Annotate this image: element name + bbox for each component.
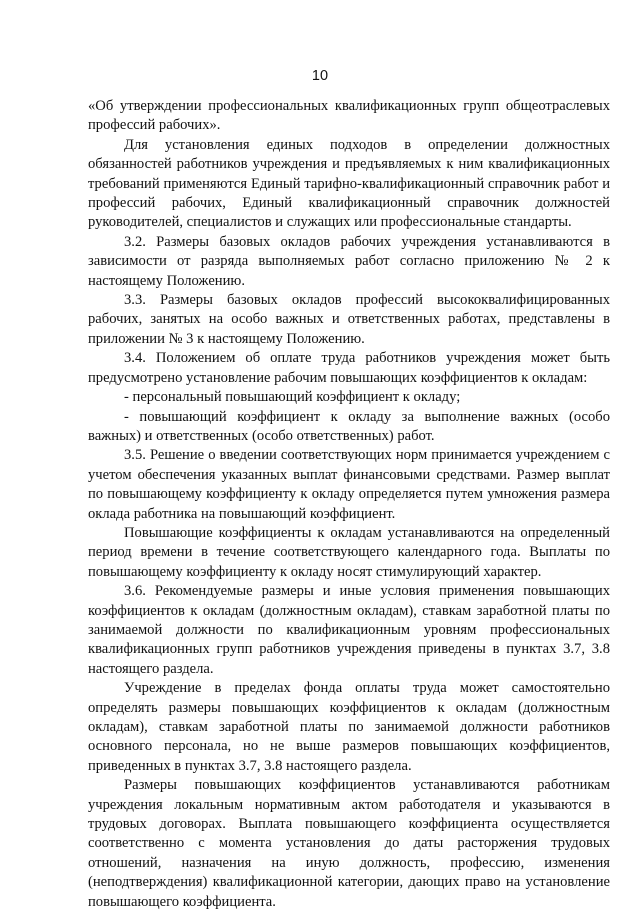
paragraph-unified-approaches: Для установления единых подходов в определении должностных обязанностей работников учреждения и предъявляемых к ним квалификационных требований применяются Единый тарифно-квалификационный справочник работ и профессий рабочих, Единый квалификационный справочник должностей руководителей, специалистов и служащих или профессиональные стандарты. <box>88 136 610 231</box>
paragraph-coefficient-sizes: Размеры повышающих коэффициентов устанавливаются работникам учреждения локальным нормативным актом работодателя и указываются в трудовых договорах. Выплата повышающего коэффициента осуществляется соответственно с момента установления до даты расторжения трудовых отношений, назначения на иную должность, профессию, изменения (неподтверждения) квалификационной категории, дающих право на установление повышающего коэффициента. <box>88 777 610 910</box>
paragraph-3-3: 3.3. Размеры базовых окладов профессий высококвалифицированных рабочих, занятых на особо важных и ответственных работах, представлены в приложении № 3 к настоящему Положению. <box>88 292 610 347</box>
paragraph-3-2: 3.2. Размеры базовых окладов рабочих учреждения устанавливаются в зависимости от разряда выполняемых работ согласно приложению № 2 к настоящему Положению. <box>88 233 610 289</box>
paragraph-institution-limits: Учреждение в пределах фонда оплаты труда может самостоятельно определять размеры повышающих коэффициентов к окладам (должностным окладам), ставкам заработной платы по занимаемой должности работников основного персонала, но не выше размеров повышающих коэффициентов, приведенных в пунктах 3.7, 3.8 настоящего раздела. <box>88 680 610 774</box>
page-number: 10 <box>311 68 329 84</box>
paragraph-coefficient-period: Повышающие коэффициенты к окладам устанавливаются на определенный период времени в течение соответствующего календарного года. Выплаты по повышающему коэффициенту к окладу носят стимулирующий характер. <box>88 524 610 580</box>
paragraph-3-6: 3.6. Рекомендуемые размеры и иные условия применения повышающих коэффициентов к окладам (должностным окладам), ставкам заработной платы по занимаемой должности по квалификационным уровням профессиональных квалификационных групп работников учреждения приведены в пунктах 3.7, 3.8 настоящего раздела. <box>88 583 610 677</box>
list-item-personal-coefficient: - персональный повышающий коэффициент к окладу; <box>124 389 461 406</box>
document-body <box>88 97 610 912</box>
paragraph-3-4: 3.4. Положением об оплате труда работников учреждения может быть предусмотрено установление рабочим повышающих коэффициентов к окладам: <box>88 350 610 386</box>
paragraph-regulation-title: «Об утверждении профессиональных квалификационных групп общеотраслевых профессий рабочих». <box>88 98 610 134</box>
paragraph-3-5: 3.5. Решение о введении соответствующих норм принимается учреждением с учетом обеспечения указанных выплат финансовыми средствами. Размер выплат по повышающему коэффициенту к окладу определяется путем умножения размера оклада работника на повышающий коэффициент. <box>88 447 610 522</box>
list-item-important-work-coefficient: - повышающий коэффициент к окладу за выполнение важных (особо важных) и ответственных (особо ответственных) работ. <box>88 408 610 444</box>
